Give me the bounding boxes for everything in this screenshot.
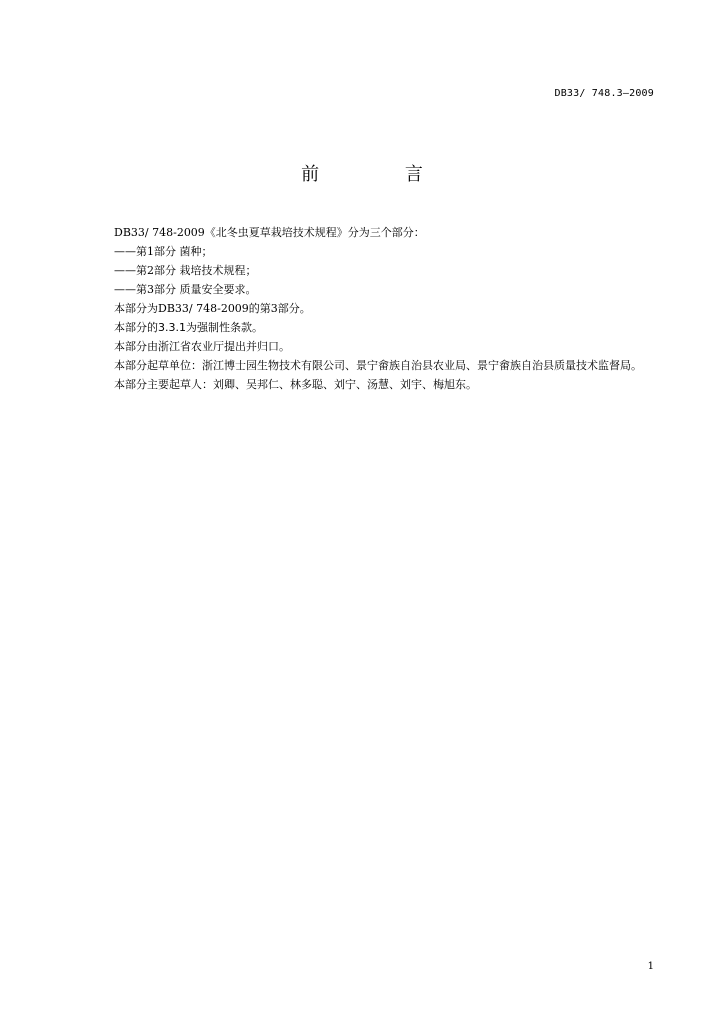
paragraph-parts-intro: DB33/ 748-2009《北冬虫夏草栽培技术规程》分为三个部分： xyxy=(114,226,425,239)
paragraph-part-2: ——第2部分 栽培技术规程； xyxy=(114,264,257,277)
standard-code: DB33/ 748.3—2009 xyxy=(554,88,654,99)
paragraph-part-3: ——第3部分 质量安全要求。 xyxy=(114,283,257,296)
paragraph-drafting-units: 本部分起草单位：浙江博士园生物技术有限公司、景宁畲族自治县农业局、景宁畲族自治县质量技术监督局。 xyxy=(114,359,642,372)
paragraph-mandatory-clause: 本部分的3.3.1为强制性条款。 xyxy=(114,321,263,334)
foreword-body xyxy=(84,223,656,394)
paragraph-proposer: 本部分由浙江省农业厅提出并归口。 xyxy=(114,340,290,353)
paragraph-this-part: 本部分为DB33/ 748-2009的第3部分。 xyxy=(114,302,311,315)
page-title: 前 言 xyxy=(301,164,463,185)
page-number: 1 xyxy=(647,961,654,972)
paragraph-drafters: 本部分主要起草人：刘卿、吴邦仁、林多聪、刘宁、汤慧、刘宇、梅旭东。 xyxy=(114,378,477,391)
paragraph-part-1: ——第1部分 菌种； xyxy=(114,245,213,258)
